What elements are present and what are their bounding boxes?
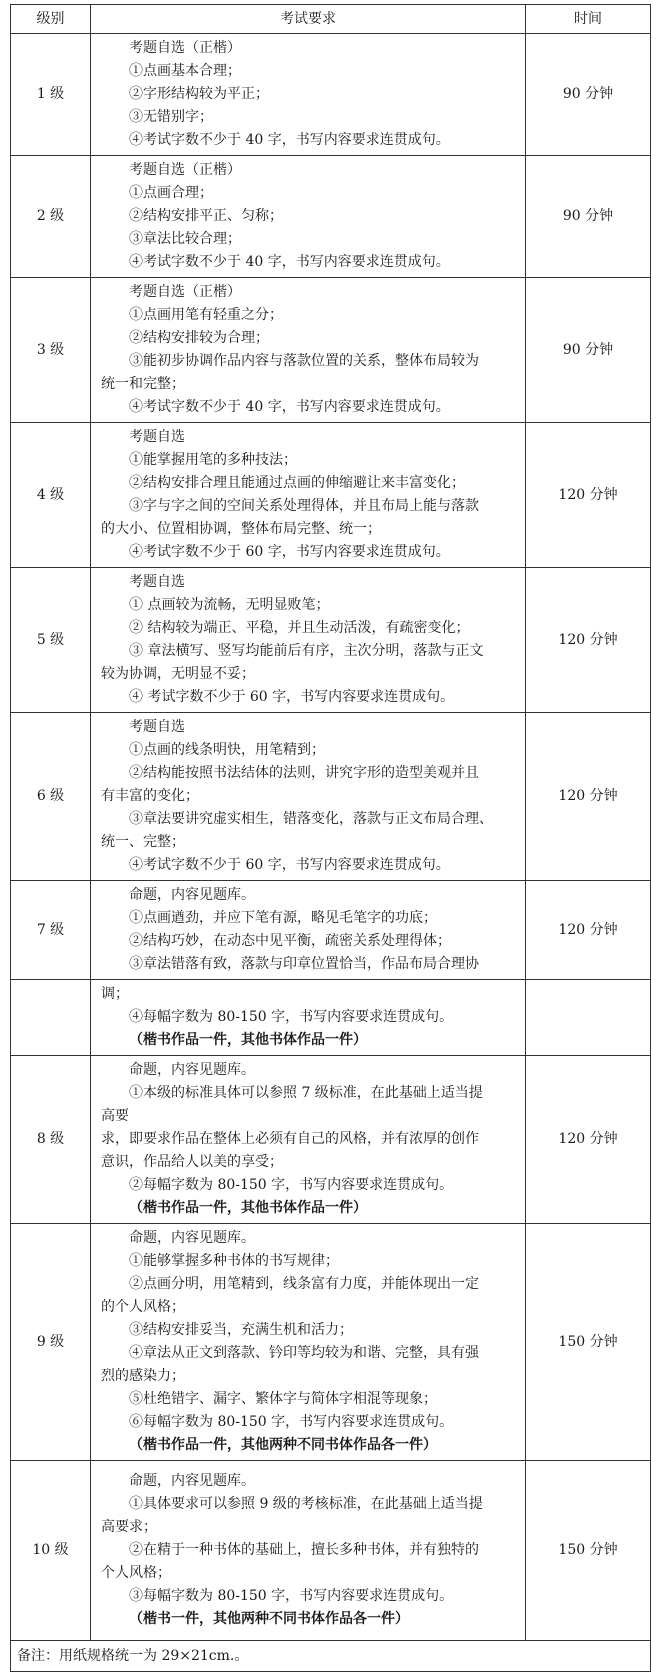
- requirement-cell: [91, 423, 526, 568]
- requirement-line: 高要求；: [101, 1519, 157, 1535]
- requirement-line: ③无错别字；: [129, 109, 213, 125]
- requirement-line: （楷书作品一件，其他书体作品一件）: [129, 1200, 367, 1216]
- requirement-line: ②结构安排平正、匀称；: [129, 208, 283, 224]
- requirement-line: 统一、完整；: [101, 834, 185, 850]
- requirement-line: 考题自选: [129, 429, 185, 445]
- level-cell: 9 级: [11, 1224, 91, 1461]
- requirement-line: ①点画基本合理；: [129, 63, 241, 79]
- requirement-line: 命题，内容见题库。: [129, 1473, 255, 1489]
- requirement-cell: [91, 278, 526, 423]
- time-cell: 120 分钟: [526, 1056, 651, 1224]
- requirement-line: ③ 章法横写、竖写均能前后有序，主次分明，落款与正文: [129, 643, 484, 659]
- table-row: [11, 1056, 651, 1224]
- time-cell: 120 分钟: [526, 568, 651, 713]
- requirement-line: 考题自选（正楷）: [129, 40, 241, 56]
- level-cell: 8 级: [11, 1056, 91, 1224]
- requirement-line: 的大小、位置相协调，整体布局完整、统一；: [101, 521, 381, 537]
- requirement-line: 命题，内容见题库。: [129, 1062, 255, 1078]
- requirement-line: ④考试字数不少于 60 字，书写内容要求连贯成句。: [129, 544, 450, 560]
- level-cell: 2 级: [11, 156, 91, 278]
- time-cell: 90 分钟: [526, 156, 651, 278]
- header-time: 时间: [526, 5, 651, 34]
- requirement-line: ② 结构较为端正、平稳，并且生动活泼，有疏密变化；: [129, 620, 470, 636]
- table-row: [11, 423, 651, 568]
- requirement-line: 考题自选: [129, 574, 185, 590]
- level-cell: 7 级: [11, 881, 91, 980]
- table-row: [11, 156, 651, 278]
- exam-requirements-table: [10, 4, 651, 1672]
- requirement-line: ①能够掌握多种书体的书写规律；: [129, 1253, 339, 1269]
- table-row: [11, 713, 651, 881]
- requirement-line: ③结构安排妥当，充满生机和活力；: [129, 1322, 353, 1338]
- requirement-line: ②结构能按照书法结体的法则，讲究字形的造型美观并且: [129, 765, 479, 781]
- time-cell: 120 分钟: [526, 713, 651, 881]
- requirement-line: ① 点画较为流畅，无明显败笔；: [129, 597, 330, 613]
- level-cell: [11, 980, 91, 1056]
- requirement-line: ④每幅字数为 80-150 字，书写内容要求连贯成句。: [129, 1009, 454, 1025]
- level-cell: 6 级: [11, 713, 91, 881]
- requirement-line: ④考试字数不少于 60 字，书写内容要求连贯成句。: [129, 857, 450, 873]
- requirement-line: 意识，作品给人以美的享受；: [101, 1154, 283, 1170]
- requirement-line: ②结构巧妙，在动态中见平衡，疏密关系处理得体；: [129, 933, 451, 949]
- time-cell: [526, 980, 651, 1056]
- requirement-line: 考题自选: [129, 719, 185, 735]
- requirement-line: ③字与字之间的空间关系处理得体，并且布局上能与落款: [129, 498, 479, 514]
- requirement-line: ①点画的线条明快，用笔精到；: [129, 742, 325, 758]
- requirement-line: ②每幅字数为 80-150 字，书写内容要求连贯成句。: [129, 1177, 454, 1193]
- requirement-line: ⑤杜绝错字、漏字、繁体字与简体字相混等现象；: [129, 1391, 437, 1407]
- exam-requirements-sheet: [10, 4, 650, 1672]
- time-cell: 120 分钟: [526, 423, 651, 568]
- header-requirement: 考试要求: [91, 5, 526, 34]
- requirement-cell: [91, 713, 526, 881]
- requirement-line: 有丰富的变化；: [101, 788, 199, 804]
- table-row: [11, 34, 651, 156]
- requirement-line: 考题自选（正楷）: [129, 284, 241, 300]
- requirement-line: ①点画遒劲，并应下笔有源，略见毛笔字的功底；: [129, 910, 437, 926]
- time-cell: 150 分钟: [526, 1461, 651, 1641]
- requirement-line: 烈的感染力；: [101, 1368, 185, 1384]
- requirement-line: （楷书作品一件，其他两种不同书体作品各一件）: [129, 1437, 437, 1453]
- requirement-cell: [91, 156, 526, 278]
- level-cell: 3 级: [11, 278, 91, 423]
- requirement-line: ④考试字数不少于 40 字，书写内容要求连贯成句。: [129, 132, 450, 148]
- note-row: [11, 1641, 651, 1672]
- table-row: [11, 980, 651, 1056]
- requirement-line: 较为协调，无明显不妥；: [101, 666, 255, 682]
- time-cell: 150 分钟: [526, 1224, 651, 1461]
- table-row: [11, 1224, 651, 1461]
- requirement-line: ①点画合理；: [129, 185, 213, 201]
- requirement-line: 命题，内容见题库。: [129, 1230, 255, 1246]
- requirement-line: ④考试字数不少于 40 字，书写内容要求连贯成句。: [129, 399, 450, 415]
- requirement-line: 调；: [101, 986, 129, 1002]
- requirement-line: 考题自选（正楷）: [129, 162, 241, 178]
- time-cell: 120 分钟: [526, 881, 651, 980]
- requirement-cell: [91, 34, 526, 156]
- requirement-line: ③章法比较合理；: [129, 231, 241, 247]
- note-text: 备注：用纸规格统一为 29×21cm.。: [11, 1641, 651, 1672]
- requirement-line: ②结构安排较为合理；: [129, 330, 269, 346]
- requirement-cell: [91, 1056, 526, 1224]
- requirement-line: ②在精于一种书体的基础上，擅长多种书体，并有独特的: [129, 1542, 479, 1558]
- requirement-line: （楷书一件，其他两种不同书体作品各一件）: [129, 1611, 409, 1627]
- requirement-cell: [91, 881, 526, 980]
- requirement-line: ③能初步协调作品内容与落款位置的关系，整体布局较为: [129, 353, 479, 369]
- requirement-line: ①能掌握用笔的多种技法；: [129, 452, 297, 468]
- requirement-line: 求，即要求作品在整体上必须有自己的风格，并有浓厚的创作: [101, 1131, 479, 1147]
- requirement-line: ①点画用笔有轻重之分；: [129, 307, 283, 323]
- requirement-line: ②字形结构较为平正；: [129, 86, 269, 102]
- time-cell: 90 分钟: [526, 278, 651, 423]
- requirement-line: ③每幅字数为 80-150 字，书写内容要求连贯成句。: [129, 1588, 454, 1604]
- time-cell: 90 分钟: [526, 34, 651, 156]
- table-row: [11, 568, 651, 713]
- level-cell: 5 级: [11, 568, 91, 713]
- requirement-line: ⑥每幅字数为 80-150 字，书写内容要求连贯成句。: [129, 1414, 454, 1430]
- requirement-line: ③章法要讲究虚实相生，错落变化，落款与正文布局合理、: [129, 811, 493, 827]
- requirement-line: 命题，内容见题库。: [129, 887, 255, 903]
- requirement-line: ①具体要求可以参照 9 级的考核标准，在此基础上适当提: [129, 1496, 483, 1512]
- requirement-cell: [91, 980, 526, 1056]
- requirement-line: （楷书作品一件，其他书体作品一件）: [129, 1032, 367, 1048]
- requirement-line: 的个人风格；: [101, 1299, 185, 1315]
- level-cell: 10 级: [11, 1461, 91, 1641]
- header-level: 级别: [11, 5, 91, 34]
- level-cell: 1 级: [11, 34, 91, 156]
- requirement-line: 个人风格；: [101, 1565, 171, 1581]
- requirement-line: ②点画分明，用笔精到，线条富有力度，并能体现出一定: [129, 1276, 479, 1292]
- table-row: [11, 278, 651, 423]
- table-header-row: [11, 5, 651, 34]
- requirement-line: ④章法从正文到落款、钤印等均较为和谐、完整，具有强: [129, 1345, 479, 1361]
- requirement-cell: [91, 568, 526, 713]
- requirement-line: 统一和完整；: [101, 376, 185, 392]
- requirement-cell: [91, 1224, 526, 1461]
- requirement-line: ②结构安排合理且能通过点画的伸缩避让来丰富变化；: [129, 475, 465, 491]
- requirement-line: ①本级的标准具体可以参照 7 级标准，在此基础上适当提: [129, 1085, 483, 1101]
- requirement-line: ③章法错落有致，落款与印章位置恰当，作品布局合理协: [129, 956, 479, 972]
- requirement-line: ④ 考试字数不少于 60 字，书写内容要求连贯成句。: [129, 689, 455, 705]
- requirement-line: ④考试字数不少于 40 字，书写内容要求连贯成句。: [129, 254, 450, 270]
- level-cell: 4 级: [11, 423, 91, 568]
- requirement-line: 高要: [101, 1108, 129, 1124]
- table-row: [11, 881, 651, 980]
